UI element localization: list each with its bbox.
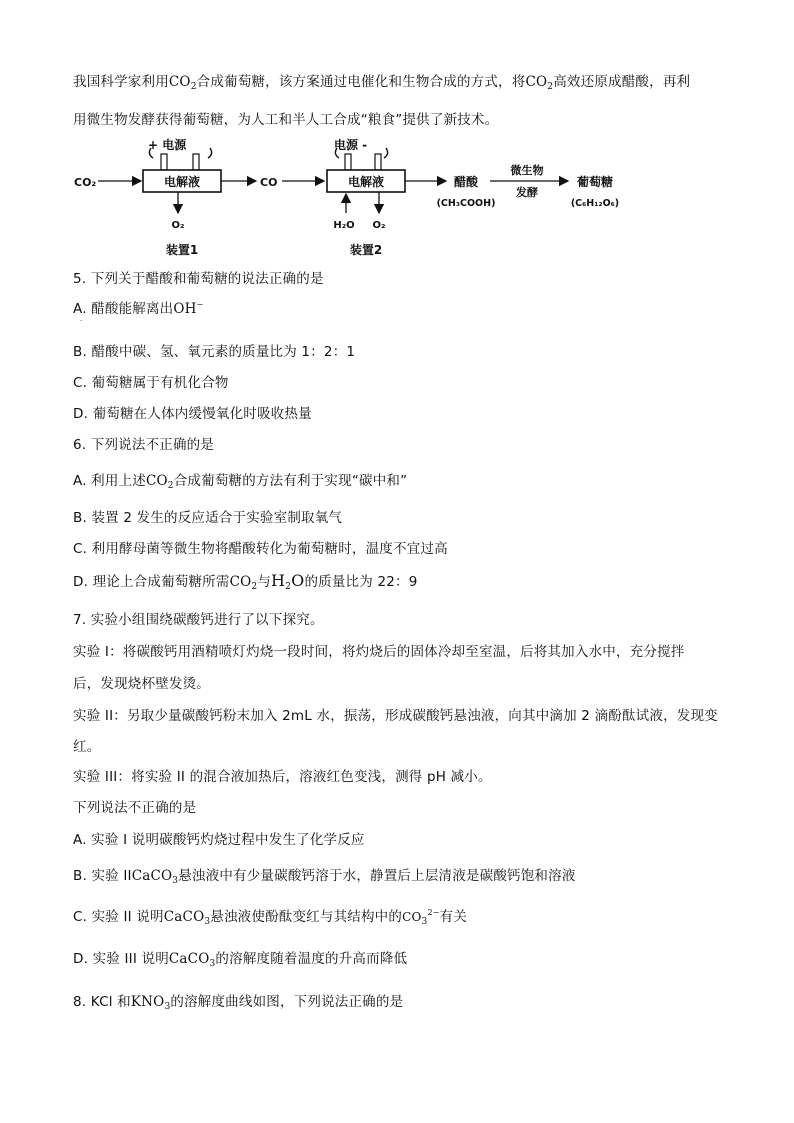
- co-label: CO: [260, 176, 278, 189]
- device-1-label: 装置1: [165, 243, 199, 257]
- co2-formula: $CO_2$: [168, 74, 197, 92]
- co2-input-label: CO₂: [74, 176, 97, 189]
- q7-option-c: C. 实验 II 说明CaCO$_3$悬浊液使酚酞变红与其结构中的$CO_3^{2-}$有关: [73, 908, 468, 927]
- q7-experiment-2-line-1: 实验 II：另取少量碳酸钙粉末加入 2mL 水，振荡，形成碳酸钙悬浊液，向其中滴加 2 滴酚酞试液，发现变: [73, 708, 718, 724]
- electrode-2a: [345, 154, 351, 170]
- q7-stem: 7. 实验小组围绕碳酸钙进行了以下探究。: [73, 612, 324, 628]
- electrolyte-2-label: 电解液: [347, 175, 385, 189]
- electrode-2b: [375, 154, 381, 170]
- device-2-label: 装置2: [349, 243, 383, 257]
- q7-question: 下列说法不正确的是: [73, 800, 197, 816]
- q5-option-b: B. 醋酸中碳、氢、氧元素的质量比为 1：2：1: [73, 344, 356, 360]
- h2o-formula: $H_2O$: [271, 571, 305, 592]
- q6-option-c: C. 利用酵母菌等微生物将醋酸转化为葡萄糖时，温度不宜过高: [73, 541, 448, 557]
- oh-ion-formula: OH−: [173, 300, 204, 317]
- q7-experiment-1-line-1: 实验 I：将碳酸钙用酒精喷灯灼烧一段时间，将灼烧后的固体冷却至室温，后将其加入水中，充分搅拌: [73, 644, 685, 660]
- carbonate-ion-formula: $CO_3^{2-}$: [402, 908, 440, 927]
- q5-option-c: C. 葡萄糖属于有机化合物: [73, 375, 229, 391]
- ferment-label: 发酵: [516, 186, 538, 199]
- q7-experiment-2-line-2: 红。: [73, 739, 101, 755]
- caco3-formula: CaCO$_3$: [131, 868, 179, 886]
- q6-option-b: B. 装置 2 发生的反应适合于实验室制取氧气: [73, 510, 343, 526]
- q6-option-a: A. 利用上述$CO_2$合成葡萄糖的方法有利于实现“碳中和”: [73, 473, 408, 491]
- electrode-1a: [161, 154, 167, 170]
- q8-stem: 8. KCl 和$KNO_3$的溶解度曲线如图，下列说法正确的是: [73, 994, 404, 1012]
- kno3-formula: $KNO_3$: [130, 994, 171, 1012]
- glucose-label: 葡萄糖: [576, 175, 614, 189]
- q7-experiment-3: 实验 III：将实验 II 的混合液加热后，溶液红色变浅，测得 pH 减小。: [73, 769, 492, 785]
- q7-experiment-1-line-2: 后，发现烧杯壁发烫。: [73, 676, 210, 692]
- power-source-1-label: + 电源: [148, 138, 187, 152]
- q7-option-a: A. 实验 I 说明碳酸钙灼烧过程中发生了化学反应: [73, 832, 365, 848]
- microbe-label: 微生物: [510, 164, 544, 177]
- q6-option-d: D. 理论上合成葡萄糖所需$CO_2$与$H_2O$的质量比为 22：9: [73, 571, 418, 592]
- intro-line-1: 我国科学家利用$CO_2$合成葡萄糖，该方案通过电催化和生物合成的方式，将$CO_2$高效还原成醋酸，再利: [73, 74, 691, 92]
- power-source-2-label: 电源 -: [334, 138, 368, 152]
- caco3-formula: CaCO$_3$: [163, 909, 211, 927]
- electrolyte-1-label: 电解液: [163, 175, 201, 189]
- intro-line-2: 用微生物发酵获得葡萄糖，为人工和半人工合成“粮食”提供了新技术。: [73, 112, 499, 128]
- o2-label-2: O₂: [372, 220, 386, 231]
- q5-option-a: A. 醋酸能解离出OH−: [73, 300, 204, 317]
- o2-label-1: O₂: [171, 220, 185, 231]
- q5-option-d: D. 葡萄糖在人体内缓慢氧化时吸收热量: [73, 406, 312, 422]
- h2o-label: H₂O: [333, 220, 355, 231]
- process-diagram: [68, 136, 648, 258]
- co2-formula: $CO_2$: [145, 473, 174, 491]
- acetic-acid-formula: (CH₃COOH): [436, 198, 496, 209]
- electrode-1b: [193, 154, 199, 170]
- q6-stem: 6. 下列说法不正确的是: [73, 437, 215, 453]
- decorative-dot: ·: [80, 317, 83, 325]
- co2-formula: $CO_2$: [229, 574, 258, 592]
- glucose-formula: (C₆H₁₂O₆): [570, 198, 620, 209]
- q7-option-d: D. 实验 III 说明CaCO$_3$的溶解度随着温度的升高而降低: [73, 951, 408, 969]
- co2-formula: $CO_2$: [525, 74, 554, 92]
- q7-option-b: B. 实验 IICaCO$_3$悬浊液中有少量碳酸钙溶于水，静置后上层清液是碳酸钙饱和溶液: [73, 868, 576, 886]
- caco3-formula: CaCO$_3$: [168, 951, 216, 969]
- acetic-acid-label: 醋酸: [453, 175, 479, 189]
- q5-stem: 5. 下列关于醋酸和葡萄糖的说法正确的是: [73, 271, 324, 287]
